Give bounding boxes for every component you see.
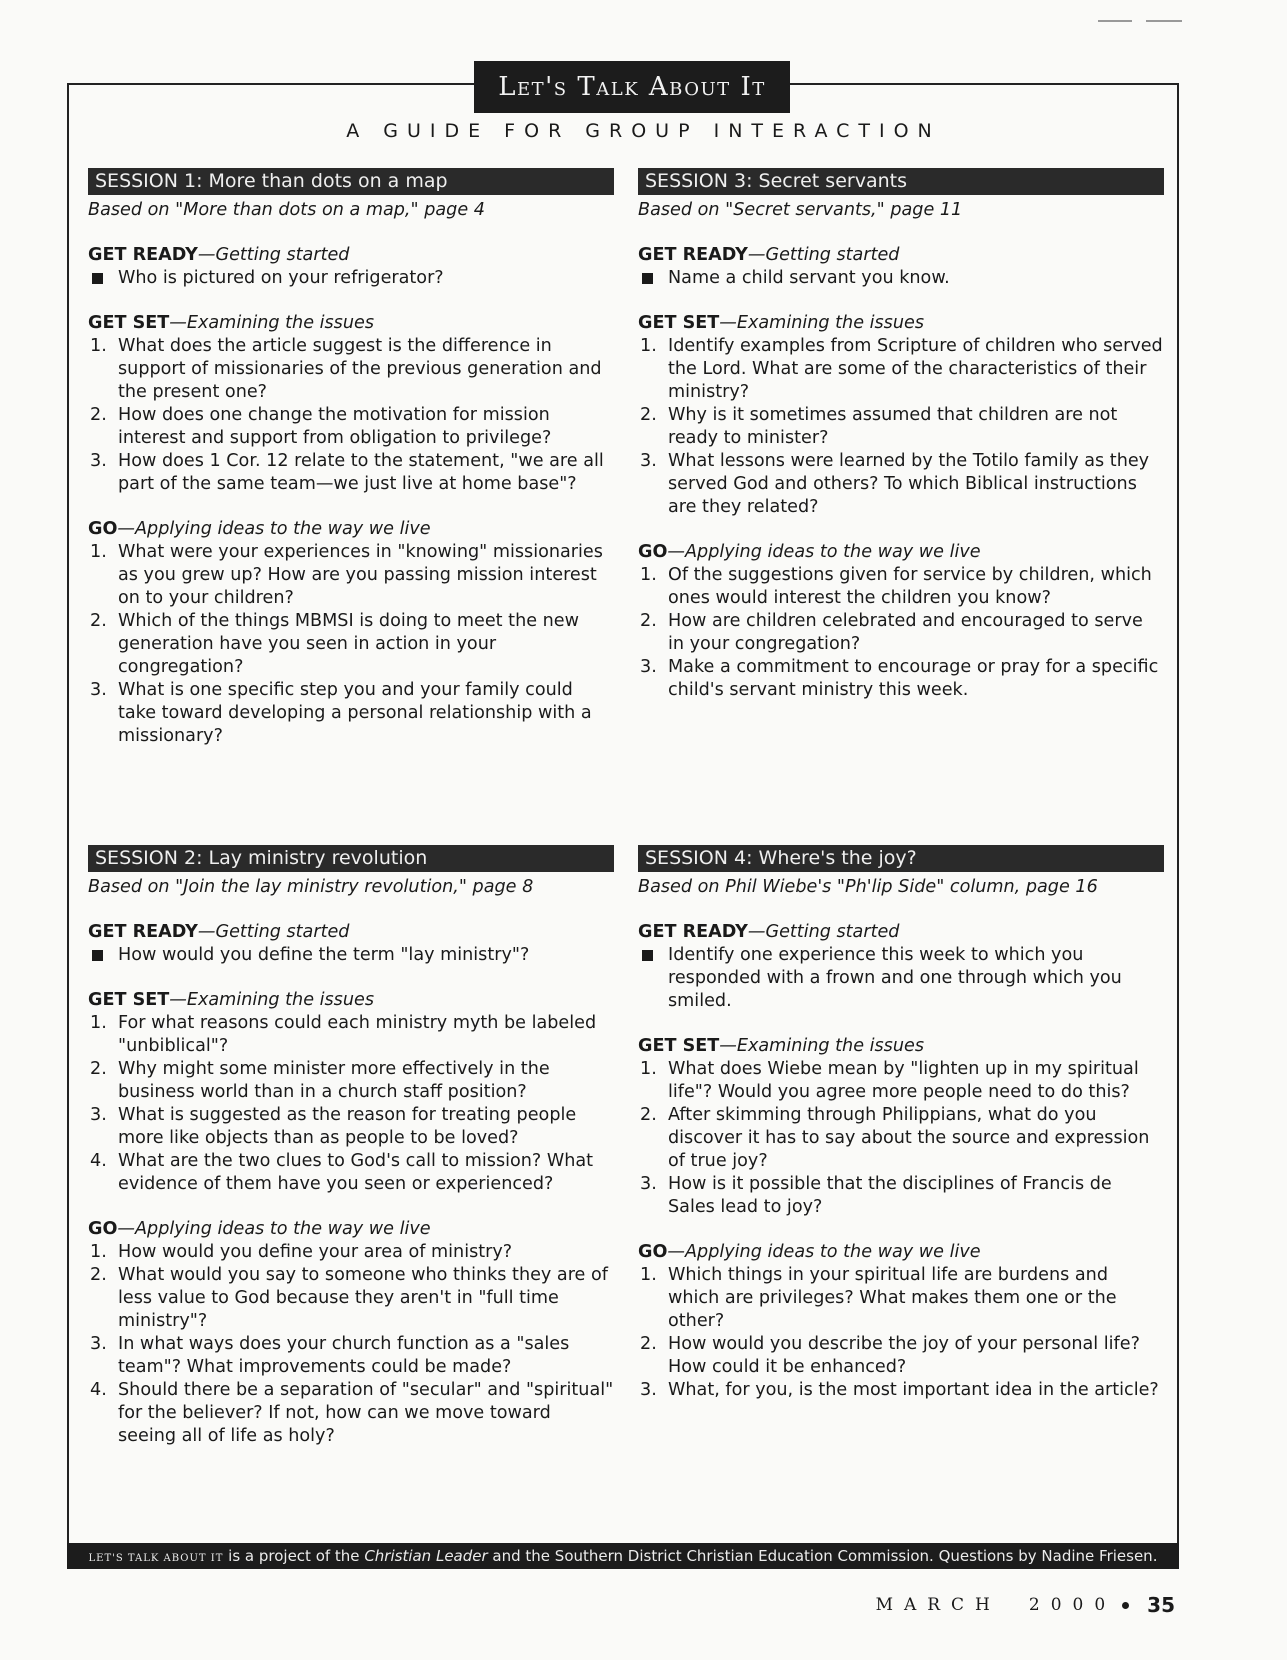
question-item (88, 679, 614, 748)
go-heading (638, 1241, 1164, 1264)
square-bullet-icon (92, 273, 103, 284)
session-heading: SESSION 2: Lay ministry revolution (88, 845, 614, 872)
get-set-heading (88, 312, 614, 335)
go-section (638, 1241, 1164, 1402)
get-ready-item (88, 944, 614, 967)
get-ready-sub: —Getting started (197, 922, 350, 942)
get-ready-label: GET READY (638, 245, 748, 265)
question-item (88, 404, 614, 450)
go-section (638, 541, 1164, 702)
get-ready-heading (88, 244, 614, 267)
question-text: What is suggested as the reason for treating people more like objects than as people to be loved? (118, 1105, 577, 1148)
question-number: 1. (90, 1013, 107, 1033)
get-ready-sub: —Getting started (747, 245, 900, 265)
question-text: What lessons were learned by the Totilo family as they served God and others? To which Biblical instructions are they related? (668, 451, 1150, 517)
get-set-section (88, 989, 614, 1196)
question-number: 2. (90, 1059, 107, 1079)
question-item (88, 1241, 614, 1264)
session-heading: SESSION 1: More than dots on a map (88, 168, 614, 195)
question-text: What are the two clues to God's call to mission? What evidence of them have you seen or experienced? (118, 1151, 594, 1194)
session-4 (638, 845, 1164, 1424)
item-text: Name a child servant you know. (668, 268, 950, 288)
question-text: For what reasons could each ministry myth be labeled "unbiblical"? (118, 1013, 597, 1056)
session-1 (88, 168, 614, 770)
page-title: Let's Talk About It (474, 61, 790, 113)
get-ready-section (88, 921, 614, 967)
go-label: GO (88, 1219, 118, 1239)
question-text: How does one change the motivation for mission interest and support from obligation to privilege? (118, 405, 552, 448)
question-text: What is one specific step you and your family could take toward developing a personal relationship with a missionary? (118, 680, 592, 746)
get-ready-item (638, 267, 1164, 290)
get-ready-item (88, 267, 614, 290)
go-list (88, 541, 614, 748)
get-set-sub: —Examining the issues (719, 1036, 924, 1056)
question-text: What does the article suggest is the difference in support of missionaries of the previous generation and the present one? (118, 336, 602, 402)
session-heading: SESSION 3: Secret servants (638, 168, 1164, 195)
credits-text-1: is a project of the (223, 1547, 365, 1565)
get-set-list (638, 335, 1164, 519)
get-set-sub: —Examining the issues (719, 313, 924, 333)
go-heading (88, 518, 614, 541)
question-item (638, 404, 1164, 450)
page-number: 35 (1147, 1593, 1175, 1617)
question-number: 3. (90, 680, 107, 700)
question-text: What does Wiebe mean by "lighten up in my spiritual life"? Would you agree more people need to do this? (668, 1059, 1139, 1102)
get-set-label: GET SET (638, 1036, 720, 1056)
question-item (88, 1264, 614, 1333)
credits-bar (67, 1543, 1179, 1569)
go-list (88, 1241, 614, 1448)
question-item (638, 1379, 1164, 1402)
get-ready-label: GET READY (638, 922, 748, 942)
question-text: How does 1 Cor. 12 relate to the statement, "we are all part of the same team—we just live at home base"? (118, 451, 604, 494)
get-set-section (88, 312, 614, 496)
question-item (88, 1058, 614, 1104)
question-text: Which things in your spiritual life are burdens and which are privileges? What makes them one or the other? (668, 1265, 1117, 1331)
question-item (638, 1333, 1164, 1379)
question-text: What would you say to someone who thinks they are of less value to God because they aren't in "full time ministry"? (118, 1265, 608, 1331)
go-heading (88, 1218, 614, 1241)
question-text: Which of the things MBMSI is doing to meet the new generation have you seen in action in your congregation? (118, 611, 580, 677)
question-item (88, 610, 614, 679)
question-item (638, 1264, 1164, 1333)
question-item (88, 1333, 614, 1379)
get-set-list (638, 1058, 1164, 1219)
go-sub: —Applying ideas to the way we live (117, 519, 431, 539)
question-item (638, 1173, 1164, 1219)
item-text: How would you define the term "lay ministry"? (118, 945, 530, 965)
question-text: After skimming through Philippians, what do you discover it has to say about the source and expression of true joy? (668, 1105, 1150, 1171)
get-set-section (638, 1035, 1164, 1219)
get-set-heading (638, 1035, 1164, 1058)
square-bullet-icon (92, 950, 103, 961)
question-number: 3. (640, 451, 657, 471)
question-number: 1. (640, 1265, 657, 1285)
get-ready-section (638, 921, 1164, 1013)
session-heading: SESSION 4: Where's the joy? (638, 845, 1164, 872)
session-source: Based on Phil Wiebe's "Ph'lip Side" column, page 16 (638, 877, 1098, 897)
question-item (638, 564, 1164, 610)
question-number: 4. (90, 1380, 107, 1400)
square-bullet-icon (642, 273, 653, 284)
item-text: Identify one experience this week to which you responded with a frown and one through which you smiled. (668, 945, 1122, 1011)
get-set-list (88, 1012, 614, 1196)
get-set-heading (638, 312, 1164, 335)
get-set-heading (88, 989, 614, 1012)
question-item (638, 450, 1164, 519)
get-ready-sub: —Getting started (197, 245, 350, 265)
go-sub: —Applying ideas to the way we live (667, 542, 981, 562)
session-source: Based on "Join the lay ministry revolution," page 8 (88, 877, 534, 897)
question-number: 1. (90, 542, 107, 562)
session-2 (88, 845, 614, 1470)
question-text: Why is it sometimes assumed that children are not ready to minister? (668, 405, 1118, 448)
question-text: In what ways does your church function as a "sales team"? What improvements could be made? (118, 1334, 570, 1377)
session-source: Based on "Secret servants," page 11 (638, 200, 963, 220)
get-set-label: GET SET (638, 313, 720, 333)
go-label: GO (638, 542, 668, 562)
question-number: 2. (90, 611, 107, 631)
get-ready-label: GET READY (88, 922, 198, 942)
question-item (88, 1379, 614, 1448)
question-text: Why might some minister more effectively in the business world than in a church staff position? (118, 1059, 550, 1102)
question-number: 2. (640, 405, 657, 425)
question-number: 4. (90, 1151, 107, 1171)
question-item (638, 656, 1164, 702)
question-number: 3. (640, 657, 657, 677)
question-number: 1. (640, 1059, 657, 1079)
question-item (88, 1012, 614, 1058)
scan-mark (1098, 20, 1132, 22)
get-ready-item (638, 944, 1164, 1013)
question-number: 3. (640, 1380, 657, 1400)
go-heading (638, 541, 1164, 564)
question-number: 2. (640, 1105, 657, 1125)
question-number: 1. (90, 336, 107, 356)
go-list (638, 564, 1164, 702)
question-number: 1. (640, 565, 657, 585)
question-text: How is it possible that the disciplines of Francis de Sales lead to joy? (668, 1174, 1112, 1217)
question-number: 2. (640, 611, 657, 631)
bullet-dot-icon (1122, 1602, 1129, 1609)
question-number: 1. (640, 336, 657, 356)
get-ready-heading (638, 921, 1164, 944)
footer-month: MARCH (875, 1595, 1001, 1615)
get-ready-section (638, 244, 1164, 290)
question-text: Should there be a separation of "secular" and "spiritual" for the believer? If not, how can we move toward seeing all of life as holy? (118, 1380, 614, 1446)
go-sub: —Applying ideas to the way we live (667, 1242, 981, 1262)
question-item (638, 1058, 1164, 1104)
question-number: 3. (90, 451, 107, 471)
question-item (638, 335, 1164, 404)
footer-year: 2000 (1028, 1595, 1117, 1615)
question-text: Make a commitment to encourage or pray for a specific child's servant ministry this week. (668, 657, 1159, 700)
credits-lead: LET'S TALK ABOUT IT (88, 1553, 224, 1564)
question-number: 2. (640, 1334, 657, 1354)
get-ready-heading (88, 921, 614, 944)
question-number: 2. (90, 405, 107, 425)
go-label: GO (88, 519, 118, 539)
credits-publication: Christian Leader (364, 1547, 488, 1565)
credits-text-2: and the Southern District Christian Education Commission. Questions by Nadine Friesen. (487, 1547, 1158, 1565)
question-item (88, 1150, 614, 1196)
question-item (88, 541, 614, 610)
question-number: 1. (90, 1242, 107, 1262)
question-item (88, 335, 614, 404)
question-text: What were your experiences in "knowing" missionaries as you grew up? How are you passing mission interest on to your children? (118, 542, 603, 608)
session-source: Based on "More than dots on a map," page 4 (88, 200, 485, 220)
question-text: How would you define your area of ministry? (118, 1242, 513, 1262)
get-set-label: GET SET (88, 313, 170, 333)
question-text: How would you describe the joy of your personal life? How could it be enhanced? (668, 1334, 1140, 1377)
get-ready-heading (638, 244, 1164, 267)
get-set-sub: —Examining the issues (169, 313, 374, 333)
get-ready-label: GET READY (88, 245, 198, 265)
get-set-list (88, 335, 614, 496)
scan-mark (1146, 20, 1182, 22)
get-set-section (638, 312, 1164, 519)
question-number: 3. (640, 1174, 657, 1194)
question-number: 2. (90, 1265, 107, 1285)
go-label: GO (638, 1242, 668, 1262)
get-set-sub: —Examining the issues (169, 990, 374, 1010)
question-number: 3. (90, 1105, 107, 1125)
question-item (88, 1104, 614, 1150)
get-ready-sub: —Getting started (747, 922, 900, 942)
question-number: 3. (90, 1334, 107, 1354)
question-text: What, for you, is the most important idea in the article? (668, 1380, 1159, 1400)
go-section (88, 518, 614, 748)
question-item (638, 610, 1164, 656)
go-section (88, 1218, 614, 1448)
question-text: Identify examples from Scripture of children who served the Lord. What are some of the characteristics of their ministry? (668, 336, 1163, 402)
go-sub: —Applying ideas to the way we live (117, 1219, 431, 1239)
session-3 (638, 168, 1164, 724)
question-item (638, 1104, 1164, 1173)
item-text: Who is pictured on your refrigerator? (118, 268, 444, 288)
get-set-label: GET SET (88, 990, 170, 1010)
page-subtitle: A GUIDE FOR GROUP INTERACTION (346, 120, 941, 142)
square-bullet-icon (642, 950, 653, 961)
question-text: Of the suggestions given for service by children, which ones would interest the children you know? (668, 565, 1152, 608)
page-footer (876, 1593, 1175, 1617)
get-ready-section (88, 244, 614, 290)
question-item (88, 450, 614, 496)
question-text: How are children celebrated and encouraged to serve in your congregation? (668, 611, 1143, 654)
go-list (638, 1264, 1164, 1402)
